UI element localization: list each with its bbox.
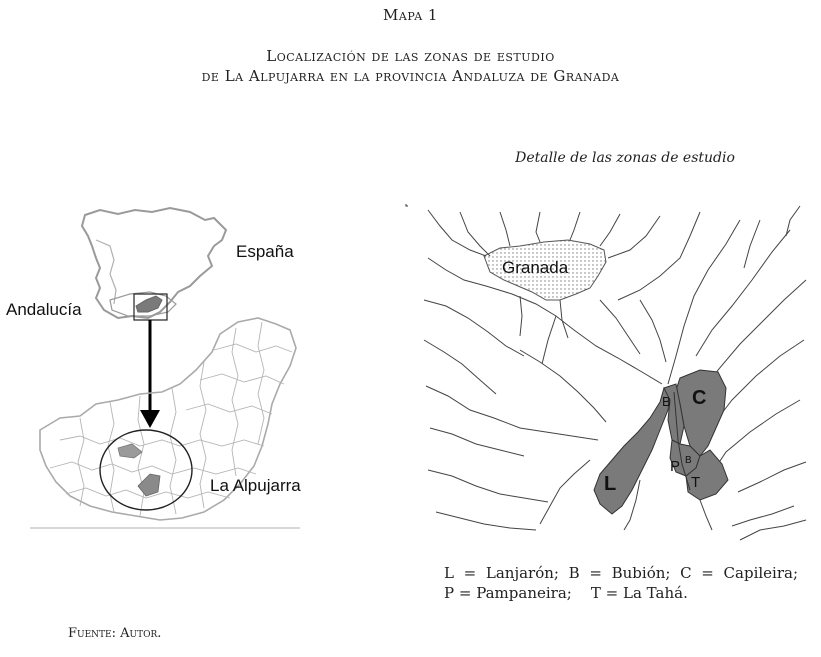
zone-label-c: C: [692, 387, 707, 409]
map-title-line-1: Localización de las zonas de estudio: [266, 47, 555, 65]
legend-line-1: L = Lanjarón; B = Bubión; C = Capileira;: [444, 564, 798, 582]
zone-label-b: B: [662, 394, 671, 409]
zone-lanjaron: [594, 388, 670, 514]
zone-label-p: P: [670, 458, 681, 475]
zone-capileira: [676, 370, 726, 456]
map-number-label: Mapa 1: [383, 6, 438, 24]
zone-legend: [444, 563, 798, 603]
legend-line-2: P = Pampaneira; T = La Tahá.: [444, 584, 688, 602]
map-title-line-2: de La Alpujarra en la provincia Andaluza de Granada: [201, 67, 620, 85]
label-andalucia: Andalucía: [6, 300, 82, 319]
zone-label-b-small: B: [685, 455, 692, 466]
source-note: Fuente: Autor.: [68, 626, 162, 641]
label-espana: España: [236, 242, 294, 261]
label-granada: Granada: [502, 258, 569, 277]
zone-label-t: T: [691, 474, 701, 491]
label-la-alpujarra: La Alpujarra: [210, 476, 301, 495]
zone-label-l: L: [604, 473, 617, 495]
detail-caption: Detalle de las zonas de estudio: [515, 150, 735, 166]
